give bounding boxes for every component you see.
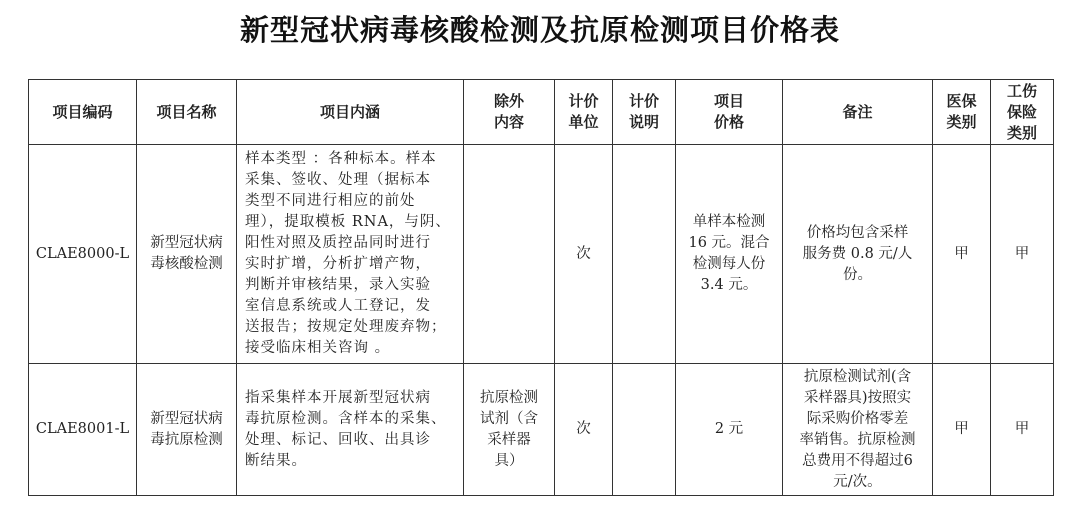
cell-excluded <box>464 145 555 364</box>
cell-code: CLAE8000-L <box>29 145 137 364</box>
cell-name: 新型冠状病 毒核酸检测 <box>137 145 237 364</box>
header-injury-insurance: 工伤 保险 类别 <box>991 80 1054 145</box>
cell-unit: 次 <box>555 145 613 364</box>
table-row <box>29 364 1054 496</box>
cell-content: 样本类型 ：各种标本。样本 采集、签收、处理（据标本 类型不同进行相应的前处 理），提取模板 RNA，与阴、 阳性对照及质控品同时进行 实时扩增，分析扩增产物， 判断并审核结果，录入实验 室信息系统或人工登记，发 送报告；按规定处理废弃物； 接受临床相关咨询 。 <box>237 145 464 364</box>
cell-remark: 价格均包含采样 服务费 0.8 元/人 份。 <box>783 145 933 364</box>
cell-insurance: 甲 <box>933 145 991 364</box>
cell-pricing-note <box>613 364 676 496</box>
header-insurance: 医保 类别 <box>933 80 991 145</box>
cell-excluded: 抗原检测 试剂（含 采样器 具） <box>464 364 555 496</box>
cell-content: 指采集样本开展新型冠状病 毒抗原检测。含样本的采集、 处理、标记、回收、出具诊 断结果。 <box>237 364 464 496</box>
cell-remark: 抗原检测试剂(含 采样器具)按照实 际采购价格零差 率销售。抗原检测 总费用不得超过6 元/次。 <box>783 364 933 496</box>
header-pricing-note: 计价 说明 <box>613 80 676 145</box>
cell-price: 2 元 <box>676 364 783 496</box>
document-title: 新型冠状病毒核酸检测及抗原检测项目价格表 <box>239 13 840 47</box>
cell-pricing-note <box>613 145 676 364</box>
header-code: 项目编码 <box>29 80 137 145</box>
header-excluded: 除外 内容 <box>464 80 555 145</box>
cell-injury-insurance: 甲 <box>991 364 1054 496</box>
cell-insurance: 甲 <box>933 364 991 496</box>
header-name: 项目名称 <box>137 80 237 145</box>
cell-name: 新型冠状病 毒抗原检测 <box>137 364 237 496</box>
table-row <box>29 145 1054 364</box>
cell-injury-insurance: 甲 <box>991 145 1054 364</box>
header-row <box>29 80 1054 145</box>
header-remark: 备注 <box>783 80 933 145</box>
cell-code: CLAE8001-L <box>29 364 137 496</box>
header-price: 项目 价格 <box>676 80 783 145</box>
header-content: 项目内涵 <box>237 80 464 145</box>
header-unit: 计价 单位 <box>555 80 613 145</box>
cell-price: 单样本检测 16 元。混合 检测每人份 3.4 元。 <box>676 145 783 364</box>
cell-unit: 次 <box>555 364 613 496</box>
price-table <box>28 79 1054 496</box>
